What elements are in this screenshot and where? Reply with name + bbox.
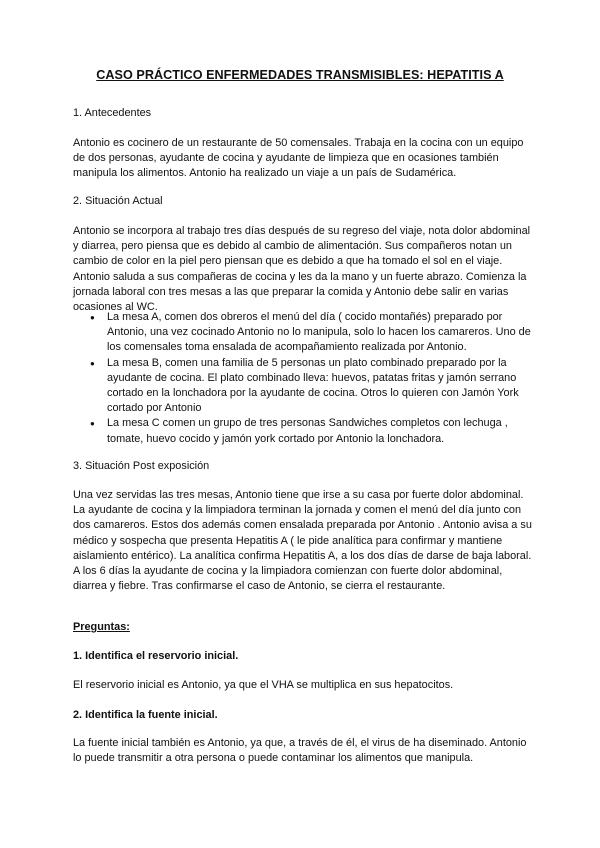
section-situacion-actual-heading: 2. Situación Actual	[73, 195, 163, 207]
section-post-exposicion-text: Una vez servidas las tres mesas, Antonio tiene que irse a su casa por fuerte dolor abdominal. La ayudante de cocina y la limpiadora terminan la jornada y comen el menú del día junto con dos camareros. Estos dos además comen ensalada preparada por Antonio . Antonio avisa a su médico y sospecha que presenta Hepatitis A ( le pide analítica para confirmar y mantiene aislamiento entérico). La analítica confirma Hepatitis A, a los dos días de darse de baja laboral. A los 6 días la ayudante de cocina y la limpiadora comienzan con fuerte dolor abdominal, diarrea y fiebre. Tras confirmarse el caso de Antonio, se cierra el restaurante.	[73, 489, 532, 593]
document-title: CASO PRÁCTICO ENFERMEDADES TRANSMISIBLES: HEPATITIS A	[96, 68, 504, 82]
preguntas-heading: Preguntas:	[73, 621, 130, 633]
bullet-mesa-b: ● La mesa B, comen una familia de 5 personas un plato combinado preparado por la ayudante de cocina. El plato combinado lleva: huevos, patatas fritas y jamón serrano cortado en la lonchadora por la ayudante de cocina. Otros lo quieren con Jamón York cortado por Antonio	[73, 356, 533, 417]
section-situacion-actual-text: Antonio se incorpora al trabajo tres días después de su regreso del viaje, nota dolor abdominal y diarrea, pero piensa que es debido al cambio de alimentación. Sus compañeros notan un cambio de color en la piel pero piensan que es debido a que ha tomado el sol en el viaje. Antonio saluda a sus compañeras de cocina y les da la mano y un fuerte abrazo. Comienza la jornada laboral con tres mesas a las que preparar la comida y Antonio debe salir en varias ocasiones al WC.	[73, 225, 531, 314]
section-antecedentes-heading: 1. Antecedentes	[73, 107, 152, 119]
bullet-mesa-c: ● La mesa C comen un grupo de tres personas Sandwiches completos con lechuga , tomate, huevo cocido y jamón york cortado por Antonio la lonchadora.	[73, 416, 533, 446]
question-1: 1. Identifica el reservorio inicial.	[73, 650, 239, 662]
question-2: 2. Identifica la fuente inicial.	[73, 709, 218, 721]
answer-1: El reservorio inicial es Antonio, ya que el VHA se multiplica en sus hepatocitos.	[73, 679, 454, 691]
answer-2: La fuente inicial también es Antonio, ya que, a través de él, el virus de ha diseminado. Antonio lo puede transmitir a otra persona o puede contaminar los alimentos que manipula.	[73, 737, 527, 765]
bullet-mesa-a: ● La mesa A, comen dos obreros el menú del día ( cocido montañés) preparado por Antonio, una vez cocinado Antonio no lo manipula, solo lo hacen los camareros. Uno de los comensales toma ensalada de acompañamiento realizada por Antonio.	[73, 310, 533, 356]
section-antecedentes-text: Antonio es cocinero de un restaurante de 50 comensales. Trabaja en la cocina con un equipo de dos personas, ayudante de cocina y ayudante de limpieza que en ocasiones también manipula los alimentos. Antonio ha realizado un viaje a un país de Sudamérica.	[73, 137, 524, 180]
mesas-bullet-list	[73, 310, 533, 447]
section-post-exposicion-heading: 3. Situación Post exposición	[73, 460, 210, 472]
